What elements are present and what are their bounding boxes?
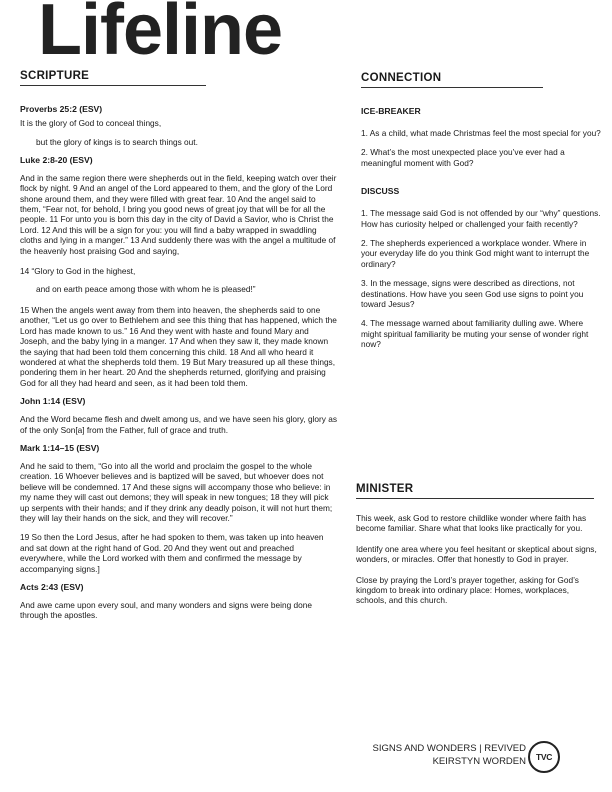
- minister-heading: MINISTER: [356, 483, 594, 499]
- icebreaker-question-2: 2. What’s the most unexpected place you’ve ever had a meaningful moment with God?: [361, 147, 565, 168]
- scripture-heading: SCRIPTURE: [20, 70, 206, 86]
- minister-paragraph-1: This week, ask God to restore childlike wonder where faith has become familiar. Share what that looks like practically for you.: [356, 513, 587, 534]
- discuss-question-3: 3. In the message, signs were described as directions, not destinations. How have you seen God use signs to point you toward Jesus?: [361, 278, 584, 310]
- luke-passage-1: And in the same region there were shepherds out in the field, keeping watch over their flock by night. 9 And an angel of the Lord appeared to them, and the glory of the Lord shone around them, and they were filled with great fear. 10 And the angel said to them, “Fear not, for behold, I bring you good news of great joy that will be for all the people. 11 For unto you is born this day in the city of David a Savior, who is Christ the Lord. 12 And this will be a sign for you: you will find a baby wrapped in swaddling cloths and lying in a manger.” 13 And suddenly there was with the angel a multitude of the heavenly host praising God and saying,: [20, 172, 337, 256]
- footer: [346, 742, 526, 768]
- mark-passage-1: And he said to them, “Go into all the world and proclaim the gospel to the whole creation. 16 Whoever believes and is baptized will be saved, but whoever does not believe will be condemned. 17 And these signs will accompany those who believe: in my name they will cast out demons; they will speak in new tongues; 18 they will pick up serpents with their hands; and if they drink any deadly poison, it will not hurt them; they will lay their hands on the sick, and they will recover.”: [20, 460, 333, 523]
- minister-section: [356, 483, 601, 613]
- acts-passage: And awe came upon every soul, and many wonders and signs were being done through the apostles.: [20, 600, 312, 621]
- discuss-question-2: 2. The shepherds experienced a workplace wonder. Where in your everyday life do you think God might want to interrupt the ordinary?: [361, 238, 590, 269]
- luke-passage-4: 15 When the angels went away from them into heaven, the shepherds said to one another, “Let us go over to Bethlehem and see this thing that has happened, which the Lord has made known to us.” 16 And they went with haste and found Mary and Joseph, and the baby lying in a manger. 17 And when they saw it, they made known the saying that had been told them concerning this child. 18 And all who heard it wondered at what the shepherds told them. 19 But Mary treasured up all these things, pondering them in her heart. 20 And the shepherds returned, glorifying and praising God for all they had heard and seen, as it had been told them.: [20, 304, 337, 388]
- icebreaker-question-1: 1. As a child, what made Christmas feel the most special for you?: [361, 128, 601, 138]
- church-logo: TVC: [528, 741, 560, 773]
- john-reference: John 1:14 (ESV): [20, 396, 86, 407]
- discuss-label: DISCUSS: [361, 186, 400, 197]
- series-label: SIGNS AND WONDERS | REVIVED: [372, 743, 526, 754]
- mark-passage-2: 19 So then the Lord Jesus, after he had spoken to them, was taken up into heaven and sat down at the right hand of God. 20 And they went out and preached everywhere, while the Lord worked with them and confirmed the message by accompanying signs.]: [20, 532, 324, 574]
- connection-column: [361, 72, 601, 357]
- mark-reference: Mark 1:14–15 (ESV): [20, 442, 100, 453]
- acts-reference: Acts 2:43 (ESV): [20, 582, 84, 592]
- john-passage: And the Word became flesh and dwelt among us, and we have seen his glory, glory as of the only Son[a] from the Father, full of grace and truth.: [20, 414, 337, 435]
- connection-heading: CONNECTION: [361, 72, 543, 88]
- proverbs-line-1: It is the glory of God to conceal things,: [20, 118, 162, 128]
- discuss-question-1: 1. The message said God is not offended by our “why” questions. How has curiosity helped or challenged your faith recently?: [361, 208, 601, 229]
- proverbs-reference: Proverbs 25:2 (ESV): [20, 104, 103, 114]
- scripture-column: [20, 70, 338, 628]
- minister-paragraph-2: Identify one area where you feel hesitant or skeptical about signs, wonders, or miracles. Offer that honestly to God in prayer.: [356, 543, 597, 565]
- luke-passage-3: and on earth peace among those with whom he is pleased!”: [36, 284, 256, 295]
- proverbs-line-2: but the glory of kings is to search things out.: [36, 137, 198, 148]
- luke-reference: Luke 2:8-20 (ESV): [20, 154, 93, 165]
- icebreaker-label: ICE-BREAKER: [361, 106, 421, 116]
- minister-paragraph-3: Close by praying the Lord’s prayer together, asking for God’s kingdom to break into ordinary place: Homes, workplaces, schools, and this church.: [356, 574, 579, 606]
- luke-passage-2: 14 “Glory to God in the highest,: [20, 266, 136, 277]
- speaker-name: KEIRSTYN WORDEN: [432, 756, 526, 767]
- page-title: Lifeline: [38, 0, 283, 70]
- discuss-question-4: 4. The message warned about familiarity dulling awe. Where might spiritual familiarity be muting your sense of wonder right now?: [361, 318, 589, 350]
